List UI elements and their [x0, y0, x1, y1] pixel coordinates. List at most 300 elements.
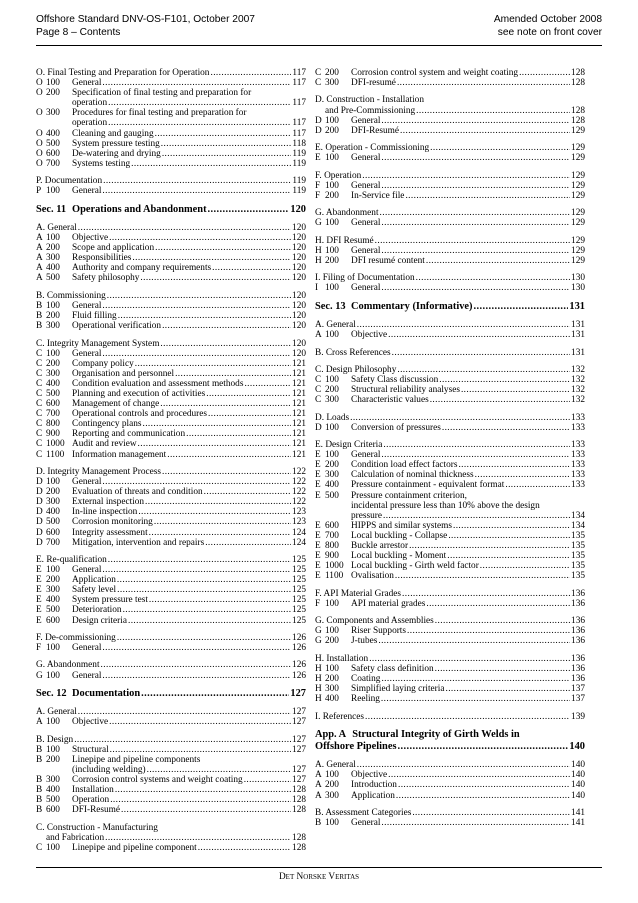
toc-row-page: 133	[571, 422, 585, 433]
toc-row-letter: E	[36, 605, 42, 616]
toc-row	[36, 389, 306, 399]
toc-row	[315, 521, 585, 531]
toc-row-number: 200	[46, 487, 60, 498]
toc-row-page: 129	[571, 190, 585, 201]
toc-row	[315, 551, 585, 561]
toc-row	[36, 301, 306, 311]
dot-leader	[162, 321, 291, 331]
toc-row-title: De-watering and drying	[72, 148, 161, 159]
dot-leader	[102, 301, 291, 311]
toc-entry-title: and Pre-Commissioning	[325, 105, 416, 116]
toc-row	[315, 375, 585, 385]
toc-entry-title: P. Documentation	[36, 176, 103, 187]
dot-leader	[108, 98, 291, 108]
toc-row-title: General	[351, 115, 381, 126]
toc-entry-title: D. Loads	[315, 412, 350, 423]
toc-row-title: General	[351, 283, 381, 294]
toc-entry-title: F. De-commissioning	[36, 632, 116, 643]
toc-row-page: 132	[571, 395, 585, 406]
dot-leader	[357, 760, 570, 770]
toc-row-number: 500	[46, 795, 60, 806]
dot-leader	[447, 551, 570, 561]
toc-row	[315, 664, 585, 674]
toc-row-letter: H	[315, 245, 322, 256]
toc-row-letter: E	[315, 561, 321, 572]
dot-leader	[212, 263, 291, 273]
toc-row-number: 1000	[325, 561, 344, 572]
toc-row-page: 117	[292, 118, 306, 129]
toc-row-page: 121	[292, 419, 306, 430]
toc-row-page: 125	[292, 615, 306, 626]
toc-subsection-heading	[315, 273, 585, 283]
toc-page-number: 120	[292, 223, 306, 234]
toc-row-letter: F	[36, 643, 42, 654]
toc-entry-title: I. Filing of Documentation	[315, 273, 415, 284]
toc-row-page: 127	[292, 744, 306, 755]
toc-row-letter: O	[36, 78, 43, 89]
dot-leader	[388, 770, 570, 780]
toc-row	[315, 218, 585, 228]
dot-leader	[117, 585, 291, 595]
dot-leader	[350, 413, 570, 423]
toc-row	[315, 181, 585, 191]
dot-leader	[128, 616, 291, 626]
toc-row-title: Buckle arrestor	[351, 541, 409, 552]
dot-leader	[381, 450, 570, 460]
toc-row-number: 100	[46, 78, 60, 89]
dot-leader	[103, 176, 291, 186]
dot-leader	[109, 717, 291, 727]
toc-group	[315, 413, 585, 433]
toc-row-title: General	[351, 153, 381, 164]
toc-row-number: 900	[46, 429, 60, 440]
dot-leader	[160, 339, 291, 349]
toc-row-page: 122	[292, 497, 306, 508]
toc-row-number: 400	[46, 128, 60, 139]
dot-leader	[110, 745, 291, 755]
toc-row	[315, 68, 585, 78]
toc-row-title: Safety philosophy	[72, 273, 140, 284]
toc-row-page: 128	[571, 68, 585, 78]
toc-row-letter: B	[36, 795, 43, 806]
toc-row	[36, 159, 306, 169]
toc-row-page: 132	[571, 375, 585, 386]
toc-row	[72, 118, 306, 128]
dot-leader	[405, 191, 570, 201]
toc-page-number: 117	[292, 68, 306, 78]
toc-row-letter: E	[315, 480, 321, 491]
toc-subsection-heading	[315, 320, 585, 330]
toc-row-letter: P	[36, 186, 42, 197]
toc-row-page: 136	[571, 636, 585, 647]
toc-row-letter: H	[315, 255, 322, 266]
toc-row-page: 129	[571, 218, 585, 229]
toc-row-page: 120	[292, 300, 306, 311]
dot-leader	[381, 218, 570, 228]
toc-row-number: 700	[46, 158, 60, 169]
toc-row-title: Safety level	[72, 585, 117, 596]
toc-row-letter: C	[315, 375, 322, 386]
dot-leader	[381, 283, 570, 293]
toc-group	[315, 712, 585, 722]
toc-row-title: Company policy	[72, 358, 134, 369]
toc-group	[315, 68, 585, 88]
toc-page-number: 131	[571, 320, 585, 331]
toc-row-number: 400	[325, 480, 339, 491]
toc-row	[315, 770, 585, 780]
toc-row-page: 120	[292, 348, 306, 359]
toc-row-letter: D	[315, 115, 322, 126]
toc-row-number: 200	[325, 636, 339, 647]
toc-row-page: 128	[571, 115, 585, 126]
section-heading	[315, 301, 585, 313]
toc-row	[36, 369, 306, 379]
toc-row-page: 126	[292, 643, 306, 654]
toc-row-letter: B	[36, 754, 43, 765]
toc-row-page: 133	[571, 460, 585, 471]
toc-row	[36, 795, 306, 805]
dot-leader	[132, 253, 291, 263]
toc-row-page: 117	[292, 128, 306, 139]
toc-row-title: General	[351, 817, 381, 828]
toc-row	[36, 497, 306, 507]
toc-row-number: 300	[325, 78, 339, 89]
toc-row-page: 129	[571, 153, 585, 164]
toc-group	[36, 735, 306, 816]
dot-leader	[402, 589, 570, 599]
toc-row-page: 119	[292, 158, 306, 169]
toc-row-letter: C	[36, 389, 43, 400]
toc-row	[36, 616, 306, 626]
toc-row-title: Linepipe and pipeline component	[72, 842, 197, 853]
toc-subsection-heading	[315, 413, 585, 423]
toc-subsection-heading	[36, 68, 306, 78]
toc-row-title: pressure	[351, 510, 382, 521]
toc-row-title: Characteristic values	[351, 395, 429, 406]
toc-row-number: 100	[325, 598, 339, 609]
toc-row-title: General	[351, 450, 381, 461]
toc-row-letter: C	[36, 348, 43, 359]
toc-row	[36, 785, 306, 795]
toc-row-title: Operation	[72, 795, 110, 806]
toc-row-number: 200	[325, 780, 339, 791]
toc-group	[36, 68, 306, 169]
toc-row-title: General	[72, 565, 102, 576]
toc-row-title: Operational controls and procedures	[72, 409, 208, 420]
toc-row	[315, 674, 585, 684]
toc-group	[315, 236, 585, 266]
dot-leader	[208, 204, 290, 216]
dot-leader	[117, 575, 291, 585]
dot-leader	[396, 791, 570, 801]
dot-leader	[102, 477, 291, 487]
dot-leader	[475, 470, 570, 480]
toc-row-letter: O	[36, 158, 43, 169]
toc-row-page: 129	[571, 245, 585, 256]
toc-subsection-heading	[36, 467, 306, 477]
dot-leader	[445, 684, 570, 694]
toc-row	[315, 531, 585, 541]
toc-row-number: 100	[46, 186, 60, 197]
toc-row-page: 121	[292, 378, 306, 389]
dot-leader	[416, 106, 570, 116]
toc-row	[36, 450, 306, 460]
toc-row	[315, 126, 585, 136]
toc-row-page: 128	[292, 785, 306, 796]
toc-row-number: 100	[46, 744, 60, 755]
toc-row-title: Operational verification	[72, 321, 162, 332]
dot-leader	[142, 419, 291, 429]
toc-row-title: (including welding)	[72, 765, 146, 775]
toc-entry-title: D. Construction - Installation	[315, 95, 424, 106]
toc-subsection-heading-cont	[315, 106, 585, 116]
dot-leader	[102, 565, 291, 575]
toc-row	[315, 694, 585, 704]
toc-row-letter: F	[315, 180, 321, 191]
dot-leader	[244, 775, 291, 785]
toc-row-number: 400	[46, 785, 60, 796]
appendix-heading	[315, 729, 585, 753]
toc-row-letter: B	[36, 744, 43, 755]
toc-group	[36, 339, 306, 460]
toc-row-page: 135	[571, 530, 585, 541]
toc-group	[315, 760, 585, 800]
toc-row-page: 128	[292, 805, 306, 816]
toc-row-page: 121	[292, 439, 306, 450]
toc-row	[36, 359, 306, 369]
toc-row-title: Scope and application	[72, 243, 155, 254]
toc-row-page: 121	[292, 399, 306, 410]
toc-row-title: Organisation and personnel	[72, 368, 175, 379]
section-page: 120	[290, 203, 306, 215]
toc-entry-title: E. Design Criteria	[315, 440, 383, 451]
toc-row-page: 133	[571, 470, 585, 481]
toc-group	[36, 660, 306, 680]
dot-leader	[138, 439, 292, 449]
toc-row	[36, 186, 306, 196]
dot-leader	[160, 399, 291, 409]
toc-row-number: 100	[325, 817, 339, 828]
dot-leader	[208, 409, 291, 419]
toc-row-title: Information management	[72, 449, 167, 460]
toc-row	[36, 528, 306, 538]
toc-row-letter: E	[315, 541, 321, 552]
toc-row-title: Corrosion monitoring	[72, 517, 153, 528]
toc-row	[315, 283, 585, 293]
toc-row	[36, 805, 306, 815]
toc-row-title: Reporting and communication	[72, 429, 186, 440]
toc-row	[36, 149, 306, 159]
toc-row-page: 125	[292, 575, 306, 586]
dot-leader	[205, 538, 291, 548]
dot-leader	[381, 246, 570, 256]
toc-subsection-heading	[315, 808, 585, 818]
dot-leader	[149, 528, 291, 538]
toc-row	[36, 439, 306, 449]
dot-leader	[458, 460, 570, 470]
toc-row-letter: C	[36, 409, 43, 420]
dot-leader	[78, 223, 291, 233]
toc-subsection-heading	[315, 654, 585, 664]
toc-subsection-heading	[36, 707, 306, 717]
dot-leader	[409, 541, 570, 551]
toc-row	[315, 818, 585, 828]
toc-row-title: Design criteria	[72, 615, 127, 626]
toc-row-number: 200	[325, 125, 339, 136]
toc-row-page: 135	[571, 541, 585, 552]
toc-row	[36, 517, 306, 527]
toc-row-letter: D	[36, 487, 43, 498]
toc-row-page: 120	[292, 273, 306, 284]
header-rule	[36, 45, 602, 46]
toc-row-number: 100	[46, 477, 60, 488]
toc-row-number: 600	[46, 399, 60, 410]
toc-row-number: 100	[325, 153, 339, 164]
toc-row-letter: B	[36, 321, 43, 332]
dot-leader	[407, 626, 570, 636]
toc-row	[315, 395, 585, 405]
toc-row-title: J-tubes	[351, 636, 378, 647]
toc-row-letter: B	[36, 785, 43, 796]
toc-row-title: Application	[351, 790, 395, 801]
toc-row-letter: O	[36, 128, 43, 139]
section-page: 127	[290, 687, 306, 699]
dot-leader	[149, 595, 291, 605]
toc-row-number: 900	[325, 551, 339, 562]
toc-row-letter: A	[36, 233, 43, 244]
toc-subsection-heading	[315, 143, 585, 153]
toc-row-title: DFI-resumé	[351, 78, 396, 89]
toc-row	[315, 541, 585, 551]
toc-row-number: 300	[46, 775, 60, 786]
toc-row-title: Management of change	[72, 399, 160, 410]
toc-row-page: 129	[571, 180, 585, 191]
dot-leader	[461, 385, 570, 395]
toc-row-number: 100	[325, 330, 339, 341]
toc-row-letter: H	[315, 694, 322, 705]
dot-leader	[131, 159, 291, 169]
dot-leader	[123, 605, 291, 615]
toc-row-number: 700	[46, 537, 60, 548]
footer-publisher: Det Norske Veritas	[278, 872, 360, 882]
section-heading	[36, 688, 306, 700]
toc-row	[36, 243, 306, 253]
dot-leader	[398, 741, 569, 753]
toc-row-page: 120	[292, 263, 306, 274]
toc-row-letter: E	[36, 575, 42, 586]
toc-row-page: 124	[292, 537, 306, 548]
toc-row-number: 500	[325, 490, 339, 501]
toc-row	[36, 349, 306, 359]
toc-page-number: 127	[292, 707, 306, 718]
toc-row-page: 118	[292, 138, 306, 149]
toc-row	[36, 717, 306, 727]
toc-row-title: DFI-Resumé	[351, 125, 400, 136]
toc-subsection-heading	[36, 291, 306, 301]
toc-entry-title: H. DFI Resumé	[315, 235, 374, 246]
dot-leader	[167, 450, 291, 460]
toc-row-title: Linepipe and pipeline components	[72, 754, 201, 765]
toc-group	[315, 440, 585, 581]
dot-leader	[381, 674, 570, 684]
toc-row-number: 500	[46, 389, 60, 400]
toc-row-letter: E	[315, 460, 321, 471]
section-number: Sec. 11	[36, 203, 67, 215]
toc-row-letter: O	[36, 88, 43, 99]
dot-leader	[121, 805, 291, 815]
toc-row-page: 117	[292, 98, 306, 109]
toc-row	[36, 108, 306, 118]
toc-row-letter: A	[36, 717, 43, 728]
toc-row	[36, 263, 306, 273]
toc-row-number: 100	[46, 717, 60, 728]
toc-row	[36, 429, 306, 439]
toc-group	[315, 171, 585, 201]
toc-row-title: General	[72, 300, 102, 311]
toc-row-letter: F	[315, 190, 321, 201]
toc-row-title: Local buckling - Girth weld factor	[351, 561, 479, 572]
toc-row	[315, 599, 585, 609]
toc-row-page: 127	[292, 775, 306, 786]
toc-row-letter: C	[36, 378, 43, 389]
toc-group	[315, 208, 585, 228]
toc-page-number: 129	[571, 235, 585, 246]
toc-row-title: Condition load effect factors	[351, 460, 458, 471]
dot-leader	[140, 273, 291, 283]
toc-entry-title: C. Integrity Management System	[36, 338, 160, 349]
toc-row-page: 123	[292, 517, 306, 528]
toc-row-page: 133	[571, 450, 585, 461]
dot-leader	[439, 375, 570, 385]
toc-row-page: 135	[571, 551, 585, 562]
toc-row-title: Cleaning and gauging	[72, 128, 154, 139]
toc-row	[36, 253, 306, 263]
toc-entry-title: B. Cross References	[315, 347, 391, 358]
dot-leader	[381, 116, 570, 126]
toc-row-title: Corrosion control system and weight coating	[351, 68, 519, 78]
toc-row	[315, 791, 585, 801]
toc-group	[36, 467, 306, 548]
dot-leader	[430, 395, 570, 405]
header-amended: Amended October 2008	[493, 14, 602, 25]
toc-row-page: 137	[571, 694, 585, 705]
toc-row-title: In-line inspection	[72, 507, 138, 518]
toc-row-letter: C	[36, 842, 43, 853]
toc-row-number: 100	[325, 245, 339, 256]
section-title: Documentation	[72, 687, 141, 699]
toc-row	[315, 78, 585, 88]
toc-row-title: operation	[72, 98, 108, 109]
toc-row-title: Objective	[351, 770, 388, 781]
toc-row-title: Coating	[351, 673, 381, 684]
toc-row-letter: E	[315, 450, 321, 461]
section-title: Commentary (Informative)	[351, 300, 473, 312]
dot-leader	[117, 633, 291, 643]
dot-leader	[375, 236, 570, 246]
toc-subsection-heading	[315, 365, 585, 375]
toc-row-number: 100	[325, 626, 339, 637]
toc-row-letter: E	[315, 153, 321, 164]
toc-row	[315, 571, 585, 581]
toc-page-number: 133	[571, 440, 585, 451]
toc-row	[36, 321, 306, 331]
toc-row	[315, 470, 585, 480]
toc-row-title: Deterioration	[72, 605, 122, 616]
toc-subsection-heading	[315, 440, 585, 450]
toc-row-number: 300	[46, 253, 60, 264]
dot-leader	[198, 843, 291, 853]
toc-row-letter: E	[36, 565, 42, 576]
